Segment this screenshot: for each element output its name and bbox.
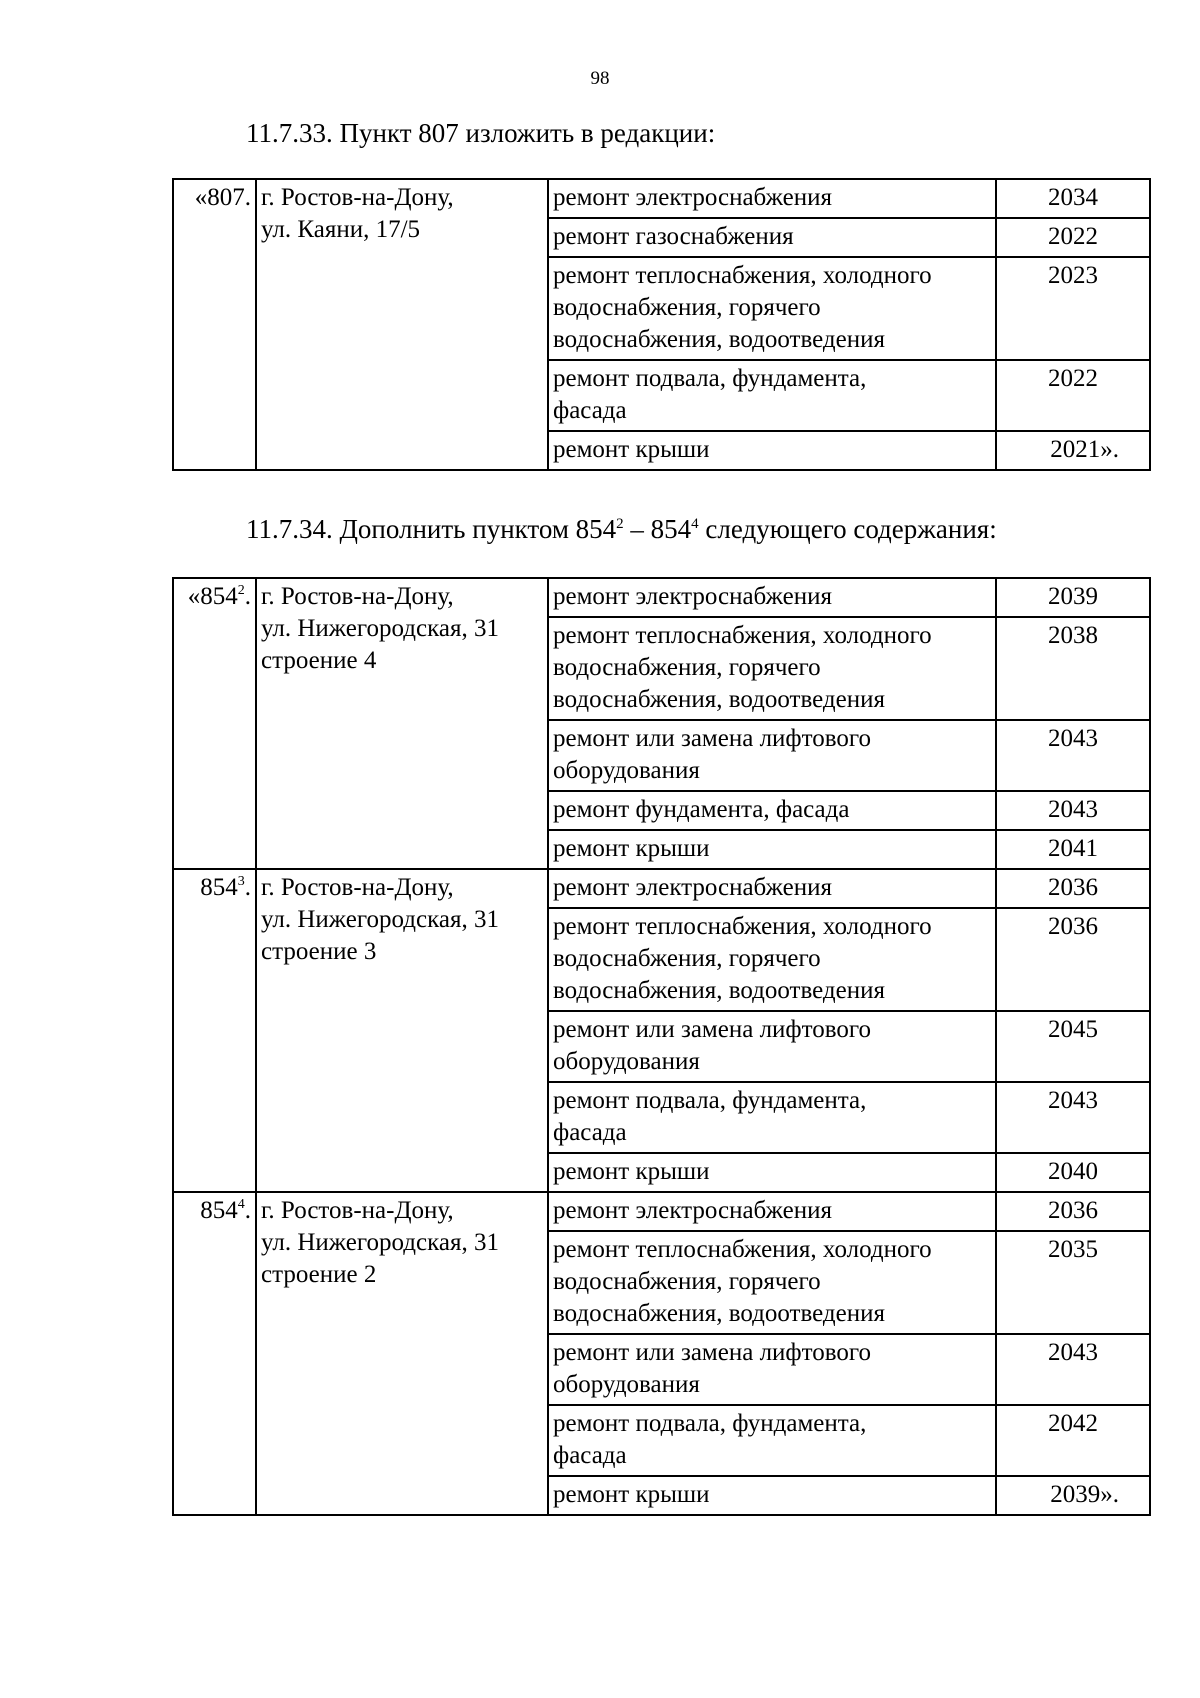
work-type-cell <box>548 578 996 617</box>
work-type-cell <box>548 1153 996 1192</box>
year-cell: 2042 <box>996 1405 1150 1476</box>
work-type-line: ремонт теплоснабжения, холодного <box>553 1236 932 1263</box>
repair-schedule-table-854 <box>172 577 1151 1516</box>
item-number: «807. <box>194 184 251 211</box>
item-number-dot: . <box>244 583 251 610</box>
work-type-cell <box>548 720 996 791</box>
work-type-line: водоснабжения, водоотведения <box>553 1300 885 1327</box>
item-number-cell <box>173 578 256 869</box>
work-type-cell <box>548 360 996 431</box>
table-row <box>173 179 1150 218</box>
section-heading-854 <box>246 514 997 545</box>
work-type-cell <box>548 791 996 830</box>
work-type-line: ремонт или замена лифтового <box>553 725 871 752</box>
work-type-line: ремонт газоснабжения <box>553 223 794 250</box>
work-type-cell <box>548 1405 996 1476</box>
address-line: ул. Нижегородская, 31 <box>261 906 499 933</box>
work-type-cell <box>548 431 996 470</box>
year-cell: 2036 <box>996 1192 1150 1231</box>
address-line: ул. Нижегородская, 31 <box>261 1229 499 1256</box>
work-type-cell <box>548 830 996 869</box>
address-line: г. Ростов-на-Дону, <box>261 1197 454 1224</box>
address-line: г. Ростов-на-Дону, <box>261 583 454 610</box>
work-type-line: оборудования <box>553 757 700 784</box>
item-number-cell <box>173 869 256 1192</box>
section-heading-807: 11.7.33. Пункт 807 изложить в редакции: <box>246 118 716 148</box>
table-row <box>173 578 1150 617</box>
work-type-cell <box>548 869 996 908</box>
work-type-line: ремонт или замена лифтового <box>553 1339 871 1366</box>
item-number-cell <box>173 1192 256 1515</box>
heading-superscript: 4 <box>691 516 699 532</box>
work-type-cell <box>548 179 996 218</box>
work-type-line: ремонт подвала, фундамента, <box>553 365 867 392</box>
item-number-superscript: 4 <box>237 1197 245 1212</box>
heading-text: 11.7.34. Дополнить пунктом 854 <box>246 514 617 544</box>
work-type-line: фасада <box>553 1442 627 1469</box>
work-type-cell <box>548 1334 996 1405</box>
work-type-line: водоснабжения, горячего <box>553 294 821 321</box>
address-cell <box>256 1192 548 1515</box>
work-type-line: фасада <box>553 397 627 424</box>
address-line: г. Ростов-на-Дону, <box>261 874 454 901</box>
work-type-cell <box>548 1082 996 1153</box>
address-cell <box>256 179 548 470</box>
work-type-line: ремонт электроснабжения <box>553 184 832 211</box>
page-number: 98 <box>590 68 610 89</box>
item-number-cell <box>173 179 256 470</box>
work-type-line: ремонт теплоснабжения, холодного <box>553 262 932 289</box>
year-cell: 2043 <box>996 1082 1150 1153</box>
work-type-line: водоснабжения, горячего <box>553 945 821 972</box>
year-cell: 2021». <box>996 431 1150 470</box>
work-type-cell <box>548 1231 996 1334</box>
work-type-line: водоснабжения, водоотведения <box>553 686 885 713</box>
work-type-line: ремонт крыши <box>553 1481 710 1508</box>
item-number-dot: . <box>244 1197 251 1224</box>
work-type-line: ремонт крыши <box>553 1158 710 1185</box>
year-cell: 2039». <box>996 1476 1150 1515</box>
year-cell: 2040 <box>996 1153 1150 1192</box>
year-cell: 2038 <box>996 617 1150 720</box>
year-cell: 2022 <box>996 218 1150 257</box>
work-type-line: водоснабжения, водоотведения <box>553 326 885 353</box>
work-type-line: ремонт электроснабжения <box>553 874 832 901</box>
address-line: строение 2 <box>261 1261 377 1288</box>
item-number: 854 <box>200 874 238 901</box>
work-type-cell <box>548 1011 996 1082</box>
work-type-cell <box>548 1476 996 1515</box>
repair-schedule-table-807 <box>172 178 1151 471</box>
work-type-line: ремонт подвала, фундамента, <box>553 1087 867 1114</box>
item-number-superscript: 3 <box>237 874 245 889</box>
table-row <box>173 869 1150 908</box>
year-cell: 2045 <box>996 1011 1150 1082</box>
address-line: ул. Каяни, 17/5 <box>261 216 421 243</box>
work-type-line: оборудования <box>553 1048 700 1075</box>
address-line: г. Ростов-на-Дону, <box>261 184 454 211</box>
table-row <box>173 1192 1150 1231</box>
heading-text: следующего содержания: <box>698 514 997 544</box>
address-cell <box>256 578 548 869</box>
address-line: строение 4 <box>261 647 377 674</box>
year-cell: 2041 <box>996 830 1150 869</box>
work-type-line: ремонт крыши <box>553 436 710 463</box>
address-line: строение 3 <box>261 938 377 965</box>
year-cell: 2043 <box>996 791 1150 830</box>
year-cell: 2022 <box>996 360 1150 431</box>
year-cell: 2035 <box>996 1231 1150 1334</box>
heading-superscript: 2 <box>616 516 624 532</box>
work-type-line: ремонт крыши <box>553 835 710 862</box>
work-type-line: водоснабжения, водоотведения <box>553 977 885 1004</box>
address-line: ул. Нижегородская, 31 <box>261 615 499 642</box>
work-type-cell <box>548 908 996 1011</box>
work-type-line: ремонт подвала, фундамента, <box>553 1410 867 1437</box>
work-type-line: ремонт электроснабжения <box>553 583 832 610</box>
item-number-dot: . <box>244 874 251 901</box>
work-type-line: ремонт теплоснабжения, холодного <box>553 622 932 649</box>
work-type-cell <box>548 617 996 720</box>
year-cell: 2036 <box>996 908 1150 1011</box>
heading-text: – 854 <box>623 514 692 544</box>
work-type-cell <box>548 1192 996 1231</box>
work-type-line: водоснабжения, горячего <box>553 1268 821 1295</box>
work-type-cell <box>548 257 996 360</box>
work-type-line: оборудования <box>553 1371 700 1398</box>
item-number: 854 <box>200 1197 238 1224</box>
year-cell: 2036 <box>996 869 1150 908</box>
work-type-line: фасада <box>553 1119 627 1146</box>
address-cell <box>256 869 548 1192</box>
year-cell: 2023 <box>996 257 1150 360</box>
work-type-line: ремонт теплоснабжения, холодного <box>553 913 932 940</box>
item-number: «854 <box>187 583 238 610</box>
work-type-line: ремонт или замена лифтового <box>553 1016 871 1043</box>
year-cell: 2043 <box>996 720 1150 791</box>
work-type-cell <box>548 218 996 257</box>
work-type-line: ремонт фундамента, фасада <box>553 796 850 823</box>
year-cell: 2043 <box>996 1334 1150 1405</box>
year-cell: 2039 <box>996 578 1150 617</box>
work-type-line: водоснабжения, горячего <box>553 654 821 681</box>
item-number-superscript: 2 <box>237 583 245 598</box>
work-type-line: ремонт электроснабжения <box>553 1197 832 1224</box>
year-cell: 2034 <box>996 179 1150 218</box>
